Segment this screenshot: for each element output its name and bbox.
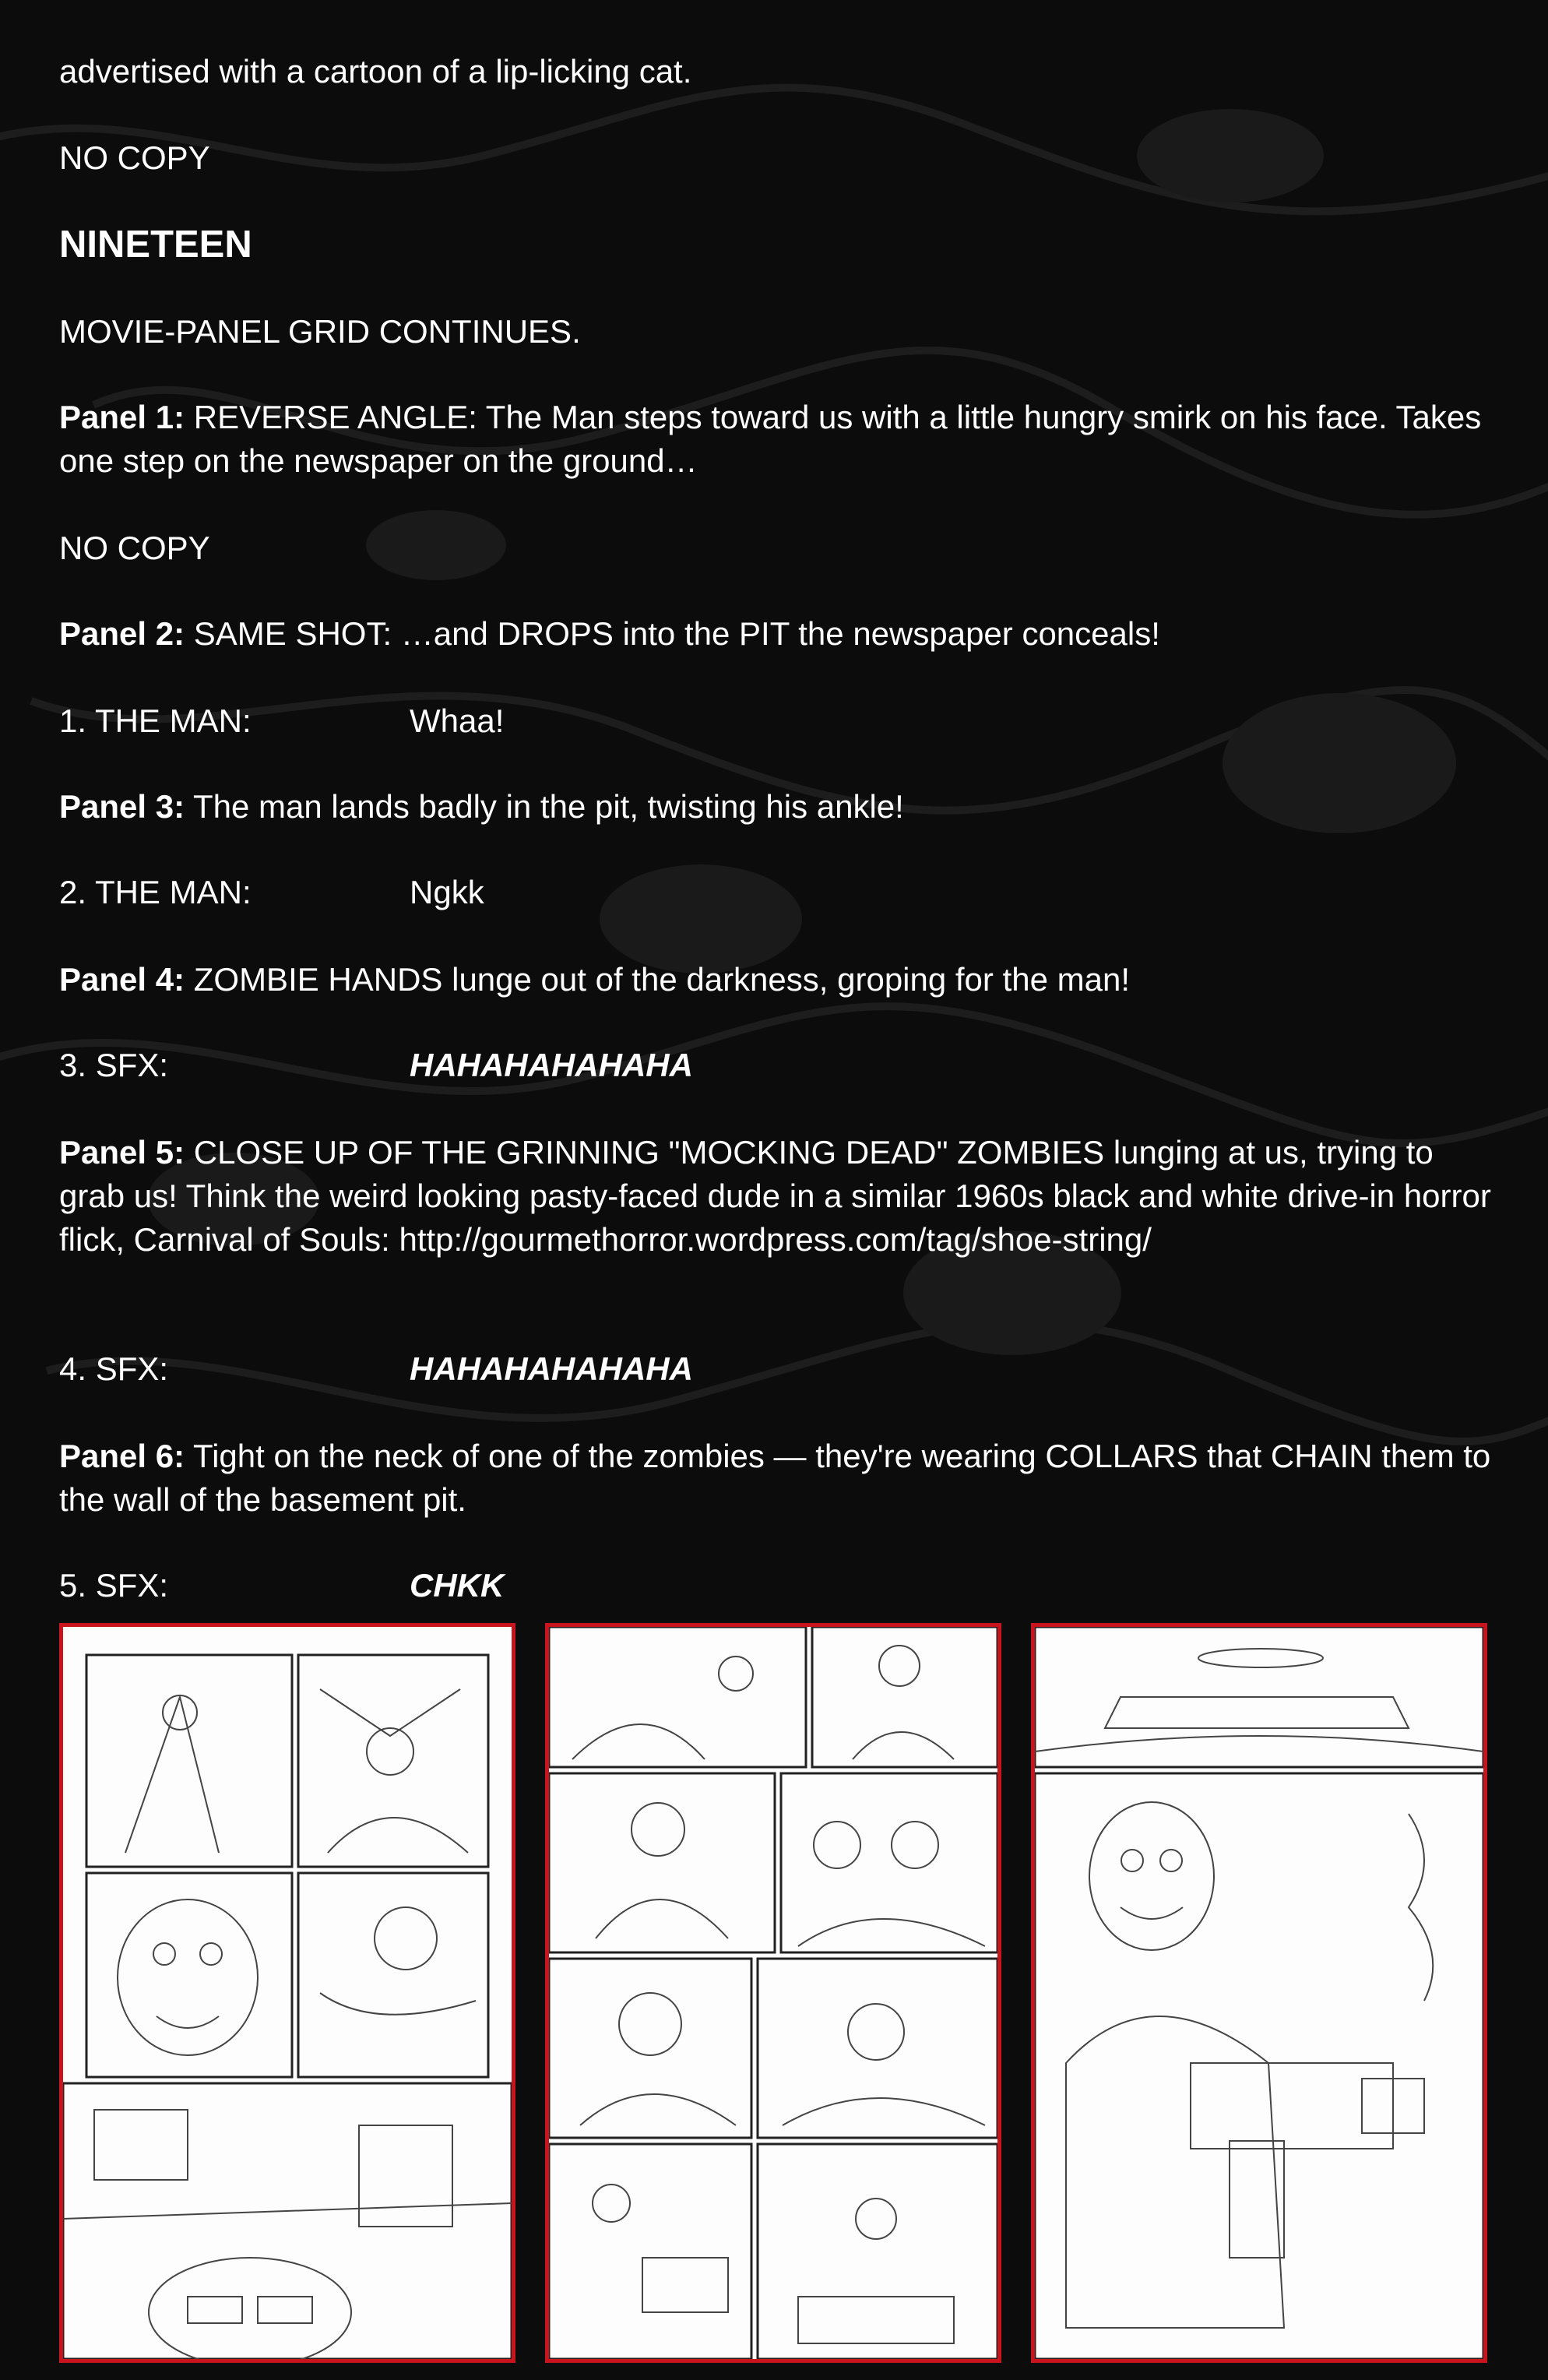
panel-text: CLOSE UP OF THE GRINNING "MOCKING DEAD" ZOMBIES lunging at us, trying to grab us! Think the weird looking pasty-faced dude in a similar 1960s black and white drive-in horror flick, Carnival of Souls: http://gourmethorror.wordpress.com/tag/shoe-string/ [59, 1134, 1491, 1258]
dialogue: Whaa! [410, 702, 505, 739]
panel-4-description [59, 958, 1492, 1002]
no-copy-note: NO COPY [59, 139, 210, 176]
speaker: 2. THE MAN: [59, 874, 252, 910]
sfx-line-5 [59, 1564, 1492, 1607]
panel-2-description [59, 612, 1492, 656]
dialogue-line-1 [59, 699, 1492, 743]
sound-effect: HAHAHAHAHAHA [410, 1047, 693, 1083]
panel-text: The man lands badly in the pit, twisting his ankle! [193, 788, 904, 825]
grid-note: MOVIE-PANEL GRID CONTINUES. [59, 313, 581, 350]
panel-text: Tight on the neck of one of the zombies — they're wearing COLLARS that CHAIN them to the wall of the basement pit. [59, 1438, 1491, 1518]
page-heading: NINETEEN [59, 224, 252, 266]
pencil-art-1 [63, 1627, 512, 2359]
sfx-line-3 [59, 1044, 1492, 1087]
panel-label: Panel 4: [59, 961, 185, 998]
speaker: 4. SFX: [59, 1350, 169, 1387]
panel-5-description [59, 1131, 1492, 1262]
speaker: 1. THE MAN: [59, 702, 252, 739]
pencil-page-3 [1031, 1623, 1487, 2363]
panel-text: ZOMBIE HANDS lunge out of the darkness, groping for the man! [193, 961, 1130, 998]
pencil-art-2 [549, 1627, 997, 2359]
panel-label: Panel 1: [59, 399, 185, 435]
speaker: 3. SFX: [59, 1047, 169, 1083]
panel-label: Panel 6: [59, 1438, 185, 1474]
sfx-line-4 [59, 1347, 1492, 1391]
artwork-pages [59, 1623, 1492, 2368]
panel-label: Panel 3: [59, 788, 185, 825]
pencil-art-3 [1035, 1627, 1483, 2359]
dialogue: Ngkk [410, 874, 484, 910]
panel-text: SAME SHOT: …and DROPS into the PIT the newspaper conceals! [193, 615, 1160, 652]
dialogue-line-2 [59, 871, 1492, 914]
no-copy-note: NO COPY [59, 530, 210, 566]
speaker: 5. SFX: [59, 1567, 169, 1604]
sound-effect: HAHAHAHAHAHA [410, 1350, 693, 1387]
intro-line: advertised with a cartoon of a lip-licking cat. [59, 53, 692, 90]
sound-effect: CHKK [410, 1567, 505, 1604]
panel-label: Panel 2: [59, 615, 185, 652]
panel-text: REVERSE ANGLE: The Man steps toward us with a little hungry smirk on his face. Takes one step on the newspaper on the ground… [59, 399, 1482, 479]
panel-3-description [59, 785, 1492, 829]
panel-1-description [59, 396, 1492, 483]
panel-label: Panel 5: [59, 1134, 185, 1171]
pencil-page-1 [59, 1623, 515, 2363]
panel-6-description [59, 1435, 1492, 1522]
pencil-page-2 [545, 1623, 1001, 2363]
